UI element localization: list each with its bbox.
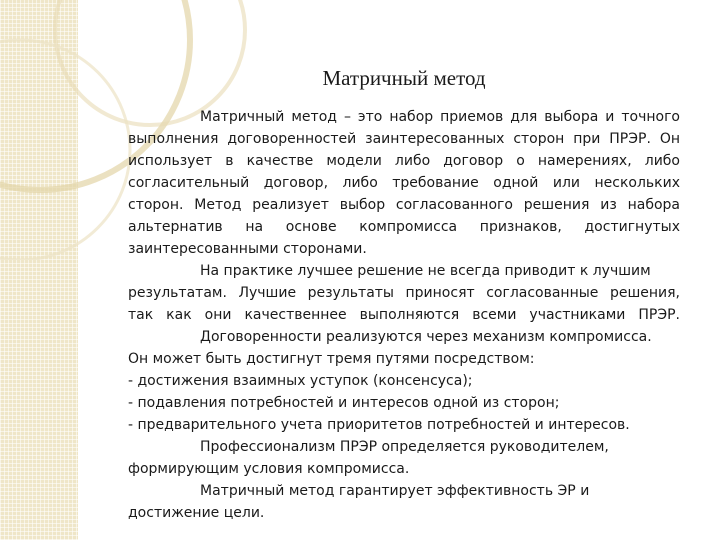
text-line: формирующим условия компромисса. — [128, 461, 410, 477]
slide-title: Матричный метод — [322, 66, 486, 90]
text-line: заинтересованными сторонами. — [128, 241, 367, 257]
slide — [128, 0, 680, 540]
text-line: альтернатив на основе компромисса признаков, достигнутых — [128, 219, 680, 235]
text-line: сторон. Метод реализует выбор согласованного решения из набора — [128, 197, 680, 213]
slide-body — [128, 106, 680, 524]
text-line: Профессионализм ПРЭР определяется руководителем, — [200, 439, 609, 455]
text-line: выполнения договоренностей заинтересованных сторон при ПРЭР. Он — [128, 131, 680, 147]
list-item: - подавления потребностей и интересов одной из сторон; — [128, 395, 560, 411]
text-line: согласительный договор, либо требование одной или нескольких — [128, 175, 680, 191]
text-line: Он может быть достигнут тремя путями посредством: — [128, 351, 535, 367]
text-line: Матричный метод – это набор приемов для выбора и точного — [200, 109, 680, 125]
text-line: результатам. Лучшие результаты приносят согласованные решения, — [128, 285, 680, 301]
text-line: На практике лучшее решение не всегда приводит к лучшим — [200, 263, 651, 279]
text-line: Договоренности реализуются через механизм компромисса. — [200, 329, 652, 345]
text-line: Матричный метод гарантирует эффективность ЭР и — [200, 483, 590, 499]
text-line: достижение цели. — [128, 505, 265, 521]
list-item: - предварительного учета приоритетов потребностей и интересов. — [128, 417, 630, 433]
text-line: так как они качественнее выполняются всеми участниками ПРЭР. — [128, 307, 680, 323]
list-item: - достижения взаимных уступок (консенсуса); — [128, 373, 473, 389]
text-line: использует в качестве модели либо договор о намерениях, либо — [128, 153, 680, 169]
